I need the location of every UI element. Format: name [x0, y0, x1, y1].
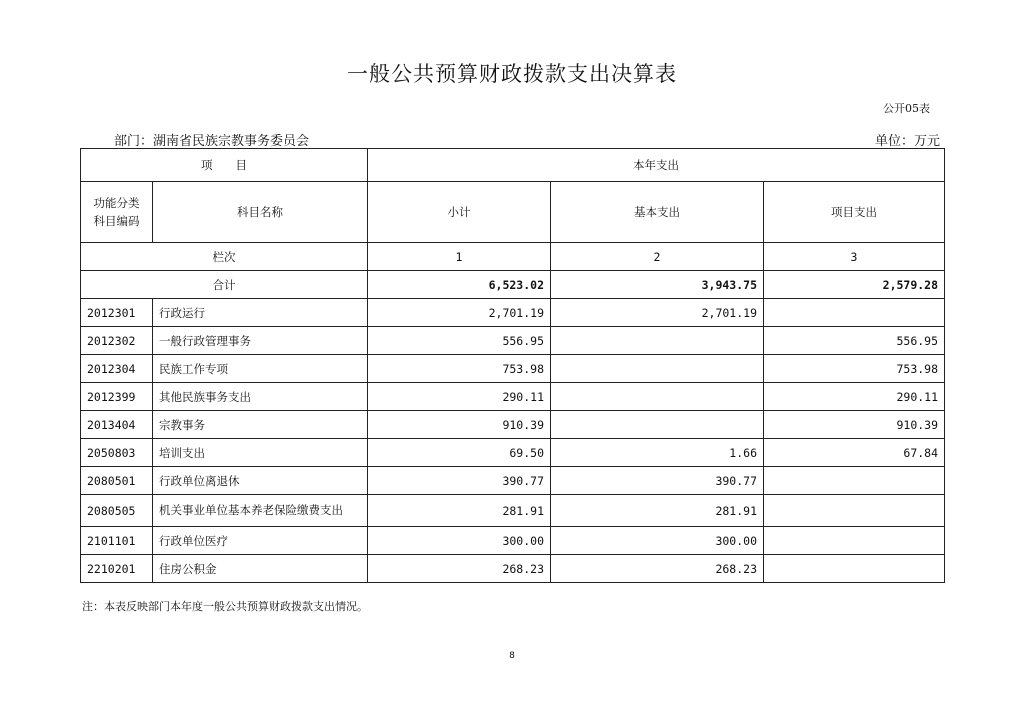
row-code: 2013404: [81, 411, 153, 439]
row-project: 910.39: [764, 411, 945, 439]
row-basic: 300.00: [551, 527, 764, 555]
row-name: 其他民族事务支出: [153, 383, 368, 411]
total-row: [81, 271, 945, 299]
footnote: 注：本表反映部门本年度一般公共预算财政拨款支出情况。: [82, 600, 368, 613]
row-name: 一般行政管理事务: [153, 327, 368, 355]
col-3: 3: [764, 243, 945, 271]
row-name: 行政运行: [153, 299, 368, 327]
total-subtotal: 6,523.02: [368, 271, 551, 299]
header-subject-name: 科目名称: [153, 182, 368, 243]
row-subtotal: 268.23: [368, 555, 551, 583]
header-row-1: [81, 149, 945, 182]
department-label: 部门：湖南省民族宗教事务委员会: [114, 134, 310, 149]
total-label: 合计: [81, 271, 368, 299]
row-basic: 281.91: [551, 495, 764, 527]
expense-table: [80, 148, 945, 583]
header-project: 项目支出: [764, 182, 945, 243]
page-number: 8: [509, 651, 515, 661]
row-code: 2012301: [81, 299, 153, 327]
header-current-year-expense: 本年支出: [368, 149, 945, 182]
row-name: 民族工作专项: [153, 355, 368, 383]
table-row: [81, 327, 945, 355]
row-code: 2080501: [81, 467, 153, 495]
table-row: [81, 355, 945, 383]
row-basic: 390.77: [551, 467, 764, 495]
row-project: 753.98: [764, 355, 945, 383]
row-name: 行政单位医疗: [153, 527, 368, 555]
row-project: 556.95: [764, 327, 945, 355]
column-index-row: [81, 243, 945, 271]
row-project: 67.84: [764, 439, 945, 467]
row-name: 行政单位离退休: [153, 467, 368, 495]
row-project: [764, 299, 945, 327]
row-subtotal: 910.39: [368, 411, 551, 439]
table-row: [81, 495, 945, 527]
row-subtotal: 290.11: [368, 383, 551, 411]
row-subtotal: 753.98: [368, 355, 551, 383]
header-func-code: 功能分类 科目编码: [81, 182, 153, 243]
table-row: [81, 299, 945, 327]
row-code: 2050803: [81, 439, 153, 467]
table-row: [81, 555, 945, 583]
page-title: 一般公共预算财政拨款支出决算表: [347, 62, 677, 86]
row-project: [764, 555, 945, 583]
table-row: [81, 411, 945, 439]
unit-label: 单位：万元: [874, 134, 940, 149]
form-code: 公开05表: [883, 102, 930, 115]
row-subtotal: 69.50: [368, 439, 551, 467]
row-name: 培训支出: [153, 439, 368, 467]
row-project: [764, 527, 945, 555]
header-item: 项 目: [81, 149, 368, 182]
row-code: 2012302: [81, 327, 153, 355]
row-basic: [551, 411, 764, 439]
table-row: [81, 439, 945, 467]
table-row: [81, 383, 945, 411]
row-name: 住房公积金: [153, 555, 368, 583]
col-label: 栏次: [81, 243, 368, 271]
row-code: 2012304: [81, 355, 153, 383]
row-subtotal: 2,701.19: [368, 299, 551, 327]
row-project: [764, 467, 945, 495]
total-project: 2,579.28: [764, 271, 945, 299]
row-code: 2210201: [81, 555, 153, 583]
header-basic: 基本支出: [551, 182, 764, 243]
header-subtotal: 小计: [368, 182, 551, 243]
row-project: 290.11: [764, 383, 945, 411]
row-code: 2080505: [81, 495, 153, 527]
col-2: 2: [551, 243, 764, 271]
table-row: [81, 527, 945, 555]
row-code: 2101101: [81, 527, 153, 555]
row-basic: 1.66: [551, 439, 764, 467]
col-1: 1: [368, 243, 551, 271]
row-subtotal: 556.95: [368, 327, 551, 355]
row-basic: [551, 327, 764, 355]
header-row-2: [81, 182, 945, 243]
row-code: 2012399: [81, 383, 153, 411]
row-name: 宗教事务: [153, 411, 368, 439]
total-basic: 3,943.75: [551, 271, 764, 299]
row-basic: [551, 383, 764, 411]
row-name: 机关事业单位基本养老保险缴费支出: [153, 495, 368, 527]
row-subtotal: 281.91: [368, 495, 551, 527]
row-subtotal: 390.77: [368, 467, 551, 495]
row-basic: [551, 355, 764, 383]
row-basic: 268.23: [551, 555, 764, 583]
table-row: [81, 467, 945, 495]
row-project: [764, 495, 945, 527]
row-basic: 2,701.19: [551, 299, 764, 327]
row-subtotal: 300.00: [368, 527, 551, 555]
